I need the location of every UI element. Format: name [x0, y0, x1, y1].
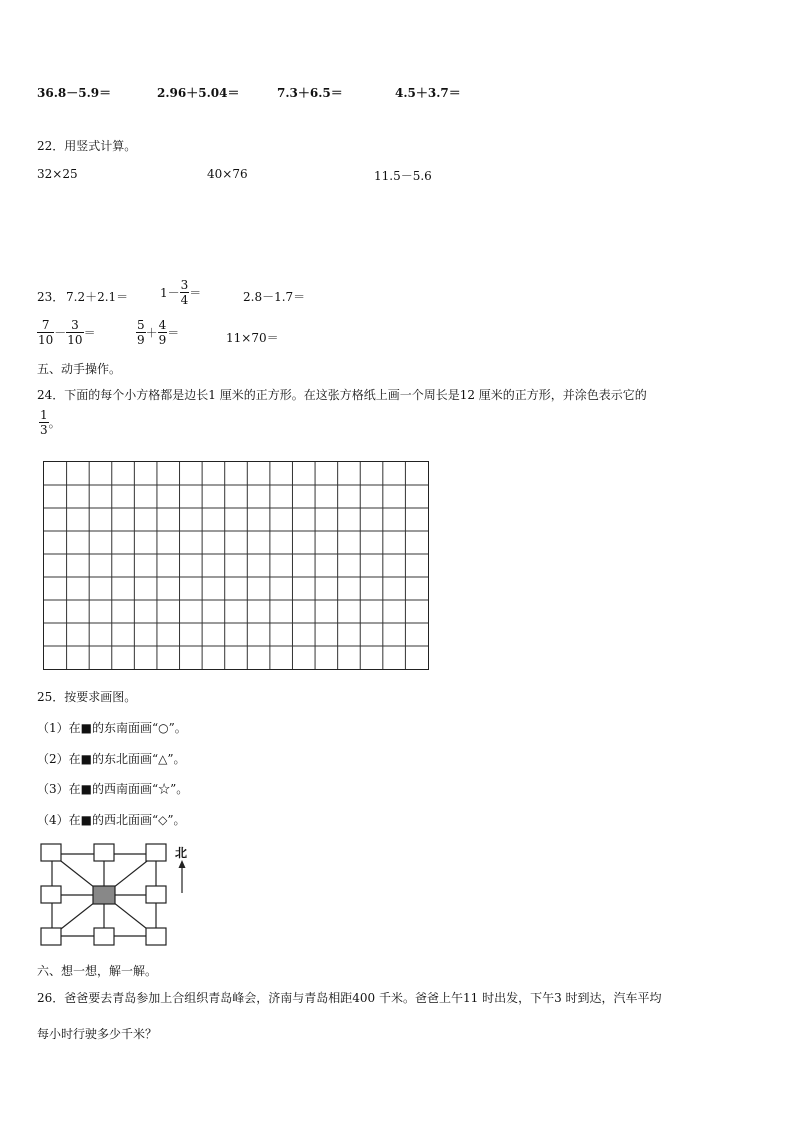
numerator: 1 [40, 408, 48, 422]
section-5-title: 五、动手操作。 [37, 362, 122, 376]
q23-expr-4 [37, 318, 96, 347]
denominator: 9 [158, 333, 167, 347]
north-label: 北 [175, 846, 188, 860]
q24-fraction-line [39, 408, 61, 437]
question-23-label: 23． [37, 290, 65, 304]
fraction-7-10 [37, 318, 54, 347]
expr-3: 7.3＋6.5＝ [277, 86, 343, 100]
q25-item-1: （1）在■的东南面画“○”。 [37, 721, 187, 735]
q23-expr-6: 11×70＝ [226, 331, 279, 345]
fraction-5-9 [136, 318, 146, 347]
box-northeast[interactable] [146, 844, 166, 861]
expr-4: 4.5＋3.7＝ [395, 86, 461, 100]
center-square-icon [93, 886, 115, 904]
fraction-3-10 [66, 318, 83, 347]
question-26-line-1: 26．爸爸要去青岛参加上合组织青岛峰会，济南与青岛相距400 千米。爸爸上午11 时出发，下午3 时到达，汽车平均 [37, 991, 662, 1005]
numerator: 4 [158, 318, 167, 332]
fraction-1-3 [39, 408, 49, 437]
q22-expr-2: 40×76 [207, 167, 248, 181]
fraction-3-4 [180, 278, 190, 307]
q23-expr-2-suffix: ＝ [189, 286, 202, 300]
equals: ＝ [167, 326, 180, 340]
operator: － [54, 326, 67, 340]
box-west[interactable] [41, 886, 61, 903]
numerator: 7 [37, 318, 54, 333]
direction-diagram-svg [36, 840, 176, 950]
q25-item-4: （4）在■的西北面画“◇”。 [37, 813, 186, 827]
period: 。 [48, 416, 61, 430]
expr-1: 36.8－5.9＝ [37, 86, 112, 100]
numerator: 3 [66, 318, 83, 333]
question-25-title: 25．按要求画图。 [37, 690, 137, 704]
equals: ＝ [83, 326, 96, 340]
denominator: 3 [40, 423, 48, 437]
box-southwest[interactable] [41, 928, 61, 945]
box-east[interactable] [146, 886, 166, 903]
north-arrow-icon [176, 860, 188, 894]
expr-2: 2.96＋5.04＝ [157, 86, 240, 100]
question-24-text: 24．下面的每个小方格都是边长1 厘米的正方形。在这张方格纸上画一个周长是12 厘米的正方形，并涂色表示它的 [37, 388, 647, 402]
fraction-4-9 [158, 318, 168, 347]
numerator: 5 [137, 318, 145, 332]
q25-item-3: （3）在■的西南面画“☆”。 [37, 782, 189, 796]
question-22-title: 22．用竖式计算。 [37, 139, 137, 153]
section-6-title: 六、想一想，解一解。 [37, 964, 158, 978]
denominator: 9 [137, 333, 145, 347]
q23-expr-3: 2.8－1.7＝ [243, 290, 306, 304]
grid-lines [44, 462, 428, 669]
q23-expr-5 [136, 318, 179, 347]
q25-item-2: （2）在■的东北面画“△”。 [37, 752, 186, 766]
direction-diagram [36, 840, 176, 950]
box-southeast[interactable] [146, 928, 166, 945]
q23-expr-2-prefix: 1－ [160, 286, 180, 300]
denominator: 10 [67, 333, 83, 347]
denominator: 4 [180, 293, 189, 307]
question-26-line-2: 每小时行驶多少千米？ [37, 1027, 158, 1041]
box-south[interactable] [94, 928, 114, 945]
q23-expr-1: 7.2＋2.1＝ [66, 290, 129, 304]
grid-paper[interactable] [43, 461, 429, 670]
q23-expr-2 [160, 278, 201, 307]
denominator: 10 [38, 333, 54, 347]
q22-expr-3: 11.5－5.6 [374, 169, 432, 183]
box-north[interactable] [94, 844, 114, 861]
box-northwest[interactable] [41, 844, 61, 861]
numerator: 3 [180, 278, 189, 292]
operator: ＋ [145, 326, 158, 340]
q22-expr-1: 32×25 [37, 167, 78, 181]
